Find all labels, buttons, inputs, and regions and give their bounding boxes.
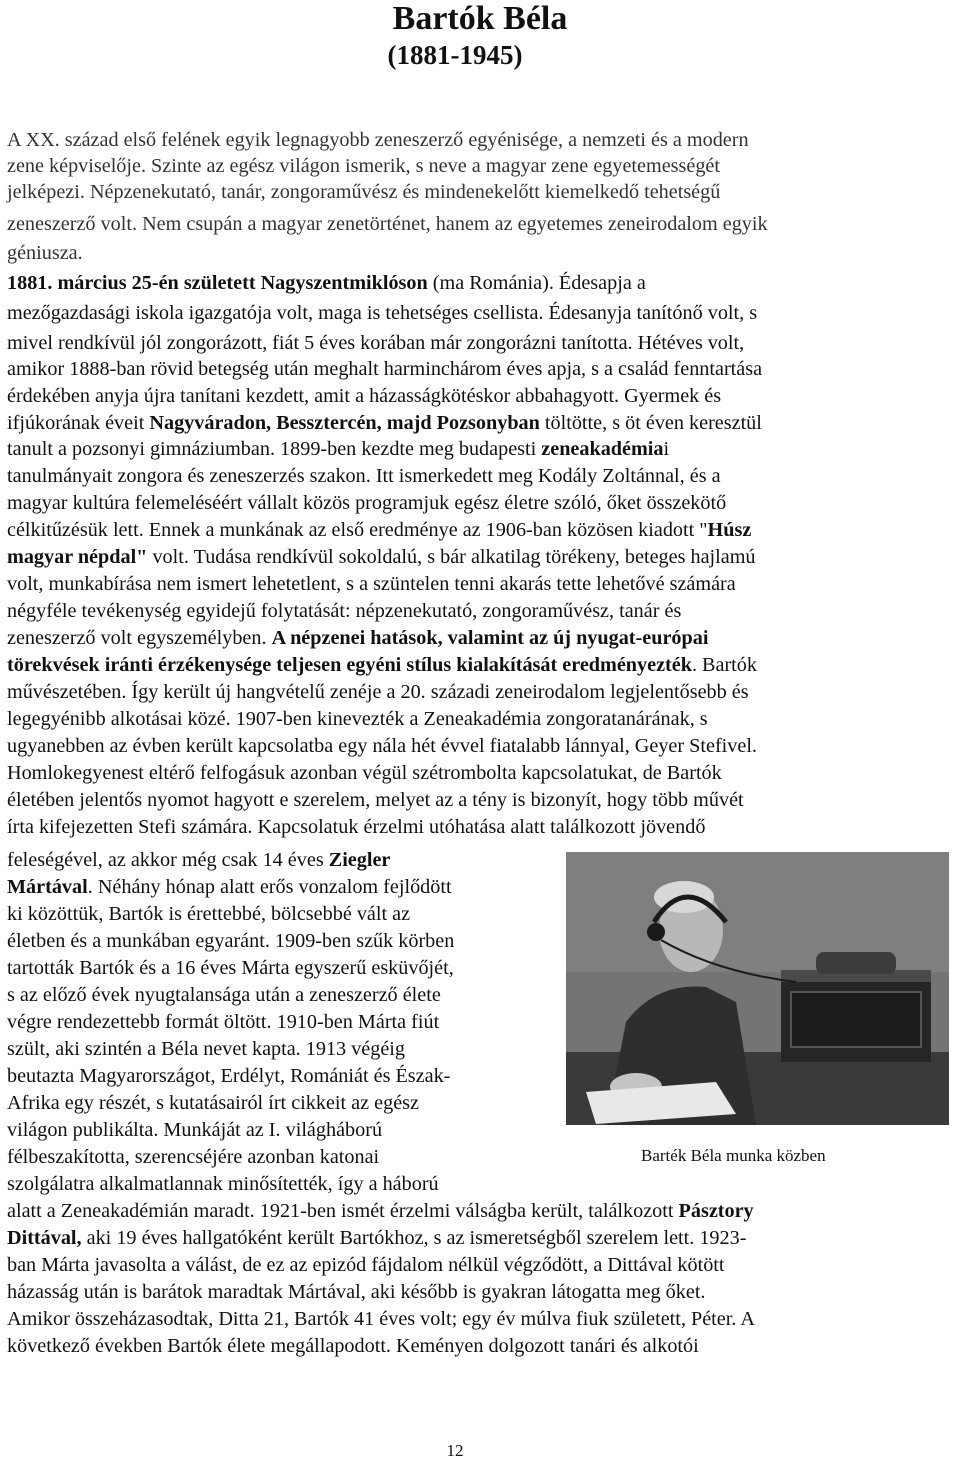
- intro-line: jelképezi. Népzenekutató, tanár, zongoraművész és mindenekelőtt kiemelkedő tehetségű: [7, 181, 721, 203]
- bold-text: 1881. március 25-én született Nagyszentmiklóson: [7, 272, 428, 294]
- photo-caption: Barték Béla munka közben: [641, 1146, 826, 1165]
- text: alatt a Zeneakadémián maradt. 1921-ben ismét érzelmi válságba került, találkozott: [7, 1200, 679, 1222]
- body-line: világon publikálta. Munkáját az I. világháború: [7, 1119, 383, 1141]
- bold-text: A népzenei hatások, valamint az új nyugat-európai: [271, 627, 709, 649]
- intro-line: zene képviselője. Szinte az egész világon ismerik, s neve a magyar zene egyetemességét: [7, 155, 720, 177]
- body-line: ban Márta javasolta a válást, de ez az epizód fájdalom nélkül végződött, a Dittával kötött: [7, 1254, 725, 1276]
- body-line: tanulmányait zongora és zeneszerzés szakon. Itt ismerkedett meg Kodály Zoltánnal, és a: [7, 465, 721, 487]
- text: i: [663, 438, 670, 460]
- text: tanult a pozsonyi gimnáziumban. 1899-ben kezdte meg budapesti: [7, 438, 542, 460]
- body-line: [7, 874, 452, 900]
- text: aki 19 éves hallgatóként került Bartókhoz, s az ismeretségből szerelem lett. 1923-: [81, 1227, 747, 1249]
- body-line: [7, 517, 751, 543]
- body-line: életben és a munkában egyaránt. 1909-ben szűk körben: [7, 930, 455, 952]
- body-line: Afrika egy részét, s kutatásairól írt cikkeit az egész: [7, 1092, 419, 1114]
- body-line: [7, 544, 756, 570]
- body-line: érdekében anyja újra tanítani kezdett, amit a házasságkötéskor abbahagyott. Gyermek és: [7, 385, 722, 407]
- body-line: [7, 1198, 754, 1224]
- text: ifjúkorának éveit: [7, 412, 150, 434]
- text: célkitűzésük lett. Ennek a munkának az első eredménye az 1906-ban közösen kiadott ": [7, 519, 708, 541]
- body-line: ugyanebben az évben került kapcsolatba egy nála hét évvel fiatalabb lánnyal, Geyer Stefivel.: [7, 735, 757, 757]
- body-line: legegyénibb alkotásai közé. 1907-ben kinevezték a Zeneakadémia zongoratanárának, s: [7, 708, 708, 730]
- bartok-photo: [566, 852, 949, 1125]
- body-line: tartották Bartók és a 16 éves Márta egyszerű esküvőjét,: [7, 957, 454, 979]
- body-line: [7, 847, 390, 873]
- bold-text: Mártával: [7, 876, 88, 898]
- bold-text: zeneakadémia: [541, 438, 664, 460]
- text: (ma Románia). Édesapja a: [427, 272, 646, 294]
- photo-illustration: [566, 852, 949, 1125]
- body-line: mivel rendkívül jól zongorázott, fiát 5 éves korában már zongorázni tanította. Hétéves volt,: [7, 332, 745, 354]
- body-line: mezőgazdasági iskola igazgatója volt, maga is tehetséges csellista. Édesanyja tanítónő volt, s: [7, 302, 758, 324]
- text: feleségével, az akkor még csak 14 éves: [7, 849, 329, 871]
- body-line: szolgálatra alkalmatlannak minősítették, így a háború: [7, 1173, 439, 1195]
- body-line: s az előző évek nyugtalansága után a zeneszerző élete: [7, 984, 441, 1006]
- body-line: végre rendezettebb formát öltött. 1910-ben Márta fiút: [7, 1011, 440, 1033]
- intro-line: zeneszerző volt. Nem csupán a magyar zenetörténet, hanem az egyetemes zeneirodalom egyik: [7, 213, 768, 235]
- bold-text: Ziegler: [328, 849, 391, 871]
- text: . Bartók: [691, 654, 757, 676]
- body-line: művészetében. Így került új hangvételű zenéje a 20. századi zeneirodalom legjelentősebb és: [7, 681, 749, 703]
- bold-text: magyar népdal": [7, 546, 148, 568]
- body-line: Amikor összeházasodtak, Ditta 21, Bartók 41 éves volt; egy év múlva fiuk született, Péter. A: [7, 1308, 755, 1330]
- text: volt. Tudása rendkívül sokoldalú, s bár alkatilag törékeny, beteges hajlamú: [147, 546, 756, 568]
- page-number: 12: [446, 1441, 464, 1460]
- text: töltötte, s öt éven keresztül: [539, 412, 762, 434]
- body-line: [7, 625, 708, 651]
- body-line: következő években Bartók élete megállapodott. Keményen dolgozott tanári és alkotói: [7, 1335, 699, 1357]
- body-line: félbeszakította, szerencséjére azonban katonai: [7, 1146, 380, 1168]
- body-line: életében jelentős nyomot hagyott e szerelem, melyet az a tény is bizonyít, hogy több művét: [7, 789, 744, 811]
- bold-text: Dittával,: [7, 1227, 82, 1249]
- page-title: Bartók Béla: [392, 0, 568, 37]
- life-years: (1881-1945): [387, 40, 523, 70]
- bold-text: Húsz: [707, 519, 752, 541]
- body-line: négyféle tevékenység egyidejű folytatását: népzenekutató, zongoraművész, tanár és: [7, 600, 682, 622]
- body-line: [7, 436, 669, 462]
- bold-text: törekvések iránti érzékenysége teljesen egyéni stílus kialakítását eredményezték: [7, 654, 692, 676]
- bold-text: Pásztory: [678, 1200, 754, 1222]
- bold-text: Nagyváradon, Bessztercén, majd Pozsonyban: [149, 412, 540, 434]
- body-line: [7, 410, 762, 436]
- body-line: magyar kultúra felemeléséért vállalt közös programjuk egész életre szóló, őket összekötő: [7, 492, 727, 514]
- body-line: ki közöttük, Bartók is érettebbé, bölcsebbé vált az: [7, 903, 411, 925]
- body-line: szült, aki szintén a Béla nevet kapta. 1913 végéig: [7, 1038, 406, 1060]
- body-line: beutazta Magyarországot, Erdélyt, Romániát és Észak-: [7, 1065, 451, 1087]
- body-line: [7, 270, 646, 296]
- body-line: amikor 1888-ban rövid betegség után meghalt harminchárom éves apja, s a család fenntartása: [7, 358, 763, 380]
- intro-line: géniusza.: [7, 242, 83, 264]
- intro-line: A XX. század első felének egyik legnagyobb zeneszerző egyénisége, a nemzeti és a modern: [7, 129, 749, 151]
- body-line: volt, munkabírása nem ismert lehetetlent, s a szüntelen tenni akarás tette lehetővé számára: [7, 573, 736, 595]
- body-line: házasság után is barátok maradtak Mártával, aki később is gyakran látogatta meg őket.: [7, 1281, 706, 1303]
- body-line: írta kifejezetten Stefi számára. Kapcsolatuk érzelmi utóhatása alatt találkozott jövendő: [7, 816, 706, 838]
- body-line: [7, 652, 757, 678]
- text: zeneszerző volt egyszemélyben.: [7, 627, 272, 649]
- body-line: Homlokegyenest eltérő felfogásuk azonban végül szétrombolta kapcsolatukat, de Bartók: [7, 762, 722, 784]
- text: . Néhány hónap alatt erős vonzalom fejlődött: [87, 876, 452, 898]
- body-line: [7, 1225, 746, 1251]
